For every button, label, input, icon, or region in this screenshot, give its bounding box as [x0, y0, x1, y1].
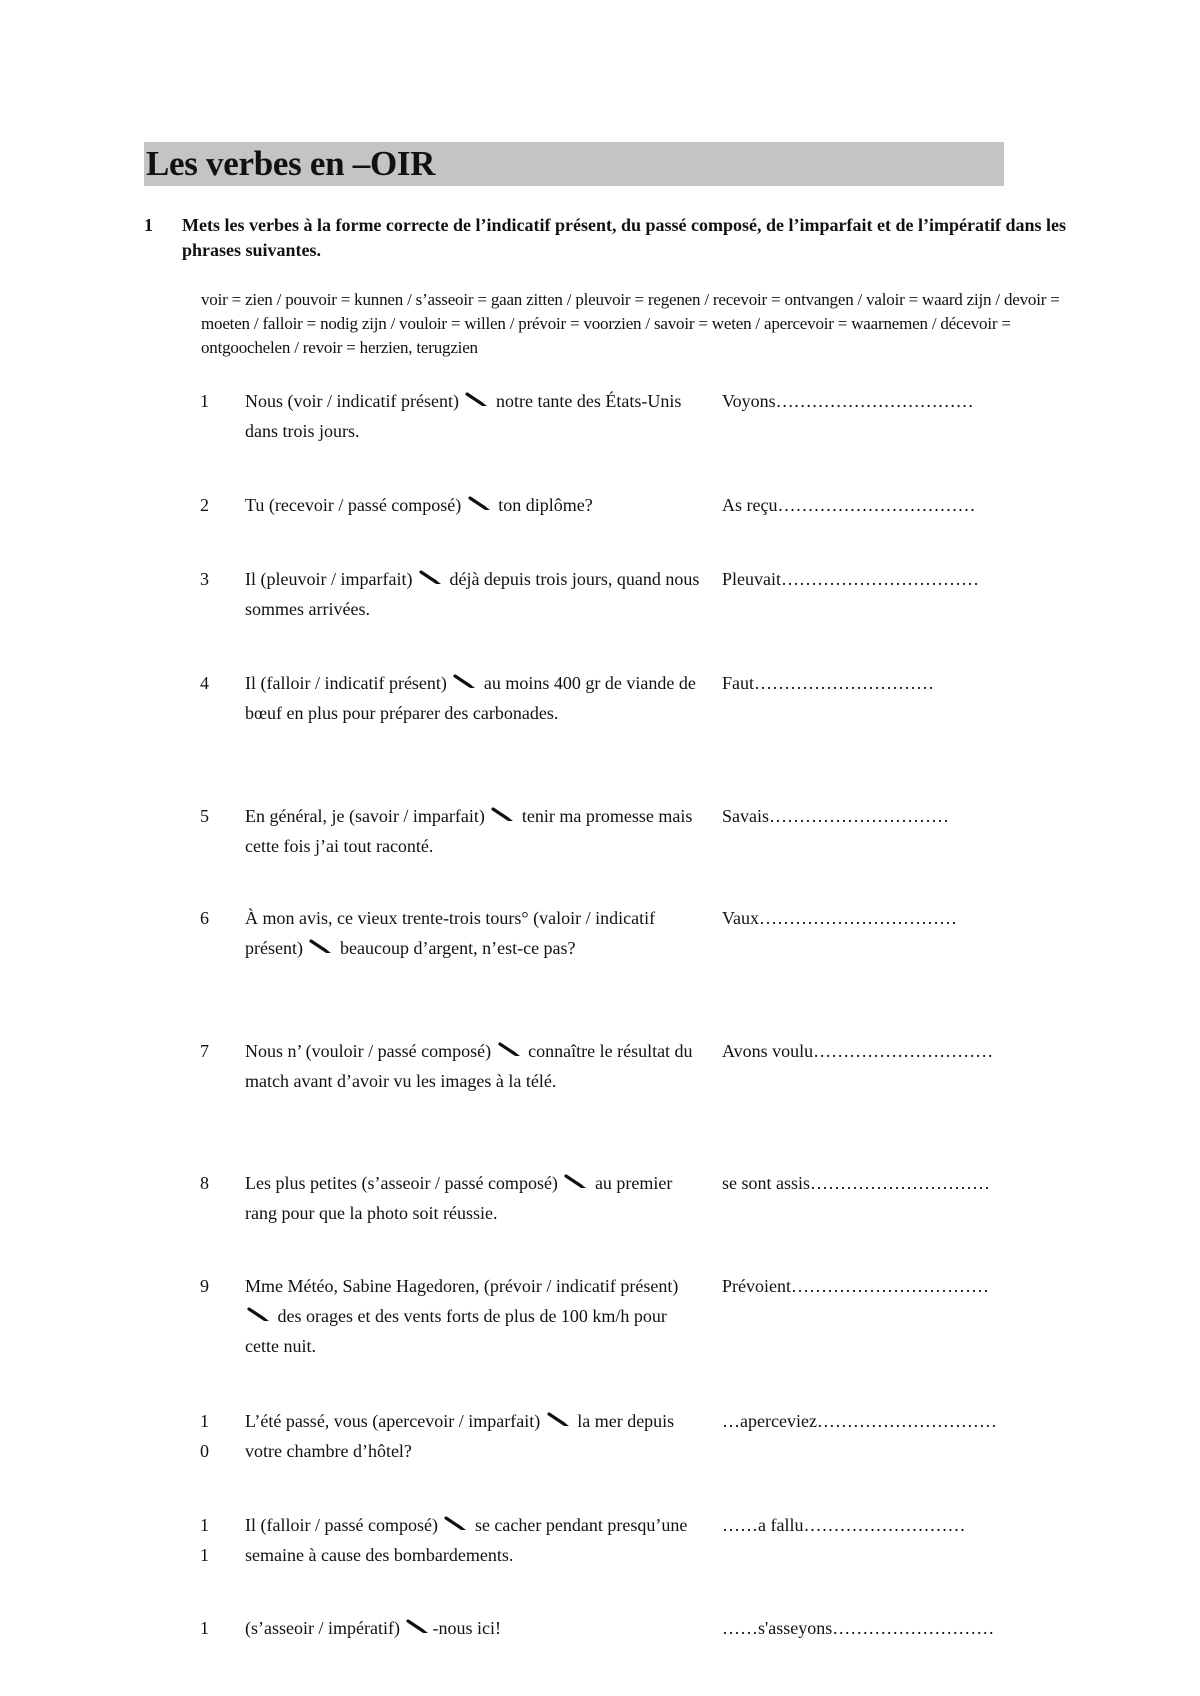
exercise-number: 2 — [200, 495, 209, 515]
sentence-prompt: Les plus petites (s’asseoir / passé composé) — [245, 1173, 558, 1193]
exercise-number: 1 1 — [200, 1515, 209, 1565]
exercise-sentence — [245, 386, 703, 446]
exercise-sentence — [245, 801, 703, 861]
pencil-pointer-icon — [307, 934, 335, 950]
pencil-pointer-icon — [496, 1037, 524, 1053]
sentence-continuation: notre tante des États-Unis dans trois jours. — [245, 391, 682, 441]
pencil-pointer-icon — [245, 1302, 273, 1318]
answer-field[interactable]: Voyons…………………………… — [722, 391, 974, 411]
exercise-number: 5 — [200, 806, 209, 826]
exercise-sentence — [245, 490, 703, 520]
sentence-prompt: Il (falloir / passé composé) — [245, 1515, 438, 1535]
pencil-pointer-icon — [417, 565, 445, 581]
answer-field[interactable]: ……s'asseyons……………………… — [722, 1618, 995, 1638]
exercise-number: 1 — [200, 1618, 209, 1638]
sentence-continuation: déjà depuis trois jours, quand nous sommes arrivées. — [245, 569, 700, 619]
pencil-pointer-icon — [489, 802, 517, 818]
sentence-prompt: (s’asseoir / impératif) — [245, 1618, 400, 1638]
answer-field[interactable]: ……a fallu……………………… — [722, 1515, 966, 1535]
answer-field[interactable]: Faut………………………… — [722, 673, 935, 693]
exercise-number: 9 — [200, 1276, 209, 1296]
sentence-continuation: la mer depuis votre chambre d’hôtel? — [245, 1411, 675, 1461]
pencil-pointer-icon — [463, 387, 491, 403]
sentence-prompt: Nous (voir / indicatif présent) — [245, 391, 459, 411]
sentence-prompt: L’été passé, vous (apercevoir / imparfait) — [245, 1411, 541, 1431]
sentence-prompt: Il (pleuvoir / imparfait) — [245, 569, 413, 589]
pencil-pointer-icon — [562, 1169, 590, 1185]
answer-field[interactable]: Pleuvait…………………………… — [722, 569, 979, 589]
sentence-continuation: des orages et des vents forts de plus de 100 km/h pour cette nuit. — [245, 1306, 667, 1356]
sentence-prompt: Mme Météo, Sabine Hagedoren, (prévoir / indicatif présent) — [245, 1276, 679, 1296]
sentence-prompt: En général, je (savoir / imparfait) — [245, 806, 485, 826]
exercise-number: 1 — [200, 391, 209, 411]
answer-field[interactable]: Savais………………………… — [722, 806, 949, 826]
sentence-prompt: À mon avis, ce vieux trente-trois tours° (valoir / indicatif présent) — [245, 908, 656, 958]
sentence-continuation: au premier rang pour que la photo soit réussie. — [245, 1173, 673, 1223]
answer-field[interactable]: Avons voulu………………………… — [722, 1041, 994, 1061]
sentence-prompt: Il (falloir / indicatif présent) — [245, 673, 447, 693]
exercise-number: 1 0 — [200, 1411, 209, 1461]
exercise-sentence — [245, 1036, 703, 1096]
instruction-number: 1 — [144, 215, 153, 235]
answer-field[interactable]: se sont assis………………………… — [722, 1173, 991, 1193]
vocabulary-list: voir = zien / pouvoir = kunnen / s’asseoir = gaan zitten / pleuvoir = regenen / recevoir = ontvangen / valoir = waard zijn / devoir = moeten / falloir = nodig zijn / vouloir = willen / prévoir = voorzien / savoir = weten / apercevoir = waarnemen / décevoir = ontgoochelen / revoir = herzien, terugzien — [201, 290, 1060, 357]
pencil-pointer-icon — [466, 491, 494, 507]
sentence-prompt: Tu (recevoir / passé composé) — [245, 495, 462, 515]
pencil-pointer-icon — [442, 1511, 470, 1527]
instruction-text: Mets les verbes à la forme correcte de l’indicatif présent, du passé composé, de l’imparfait et de l’impératif dans les phrases suivantes. — [182, 215, 1066, 260]
page-title: Les verbes en –OIR — [146, 144, 436, 183]
exercise-sentence — [245, 668, 703, 728]
answer-field[interactable]: Prévoient…………………………… — [722, 1276, 989, 1296]
sentence-continuation: tenir ma promesse mais cette fois j’ai tout raconté. — [245, 806, 693, 856]
exercise-sentence — [245, 1613, 703, 1643]
sentence-continuation: beaucoup d’argent, n’est-ce pas? — [335, 938, 576, 958]
sentence-continuation: -nous ici! — [432, 1618, 501, 1638]
exercise-sentence — [245, 564, 703, 624]
sentence-continuation: au moins 400 gr de viande de bœuf en plus pour préparer des carbonades. — [245, 673, 696, 723]
pencil-pointer-icon — [451, 669, 479, 685]
answer-field[interactable]: Vaux…………………………… — [722, 908, 957, 928]
exercise-number: 4 — [200, 673, 209, 693]
pencil-pointer-icon — [545, 1407, 573, 1423]
exercise-number: 7 — [200, 1041, 209, 1061]
answer-field[interactable]: As reçu…………………………… — [722, 495, 976, 515]
sentence-prompt: Nous n’ (vouloir / passé composé) — [245, 1041, 492, 1061]
exercise-number: 3 — [200, 569, 209, 589]
exercise-sentence — [245, 1168, 703, 1228]
exercise-number: 8 — [200, 1173, 209, 1193]
exercise-sentence — [245, 1406, 703, 1466]
exercise-sentence — [245, 1510, 703, 1570]
exercise-number: 6 — [200, 908, 209, 928]
sentence-continuation: connaître le résultat du match avant d’avoir vu les images à la télé. — [245, 1041, 693, 1091]
exercise-sentence — [245, 903, 703, 963]
sentence-continuation: ton diplôme? — [493, 495, 593, 515]
pencil-pointer-icon — [404, 1614, 432, 1630]
answer-field[interactable]: …aperceviez………………………… — [722, 1411, 997, 1431]
exercise-sentence — [245, 1271, 703, 1361]
sentence-continuation: se cacher pendant presqu’une semaine à cause des bombardements. — [245, 1515, 688, 1565]
